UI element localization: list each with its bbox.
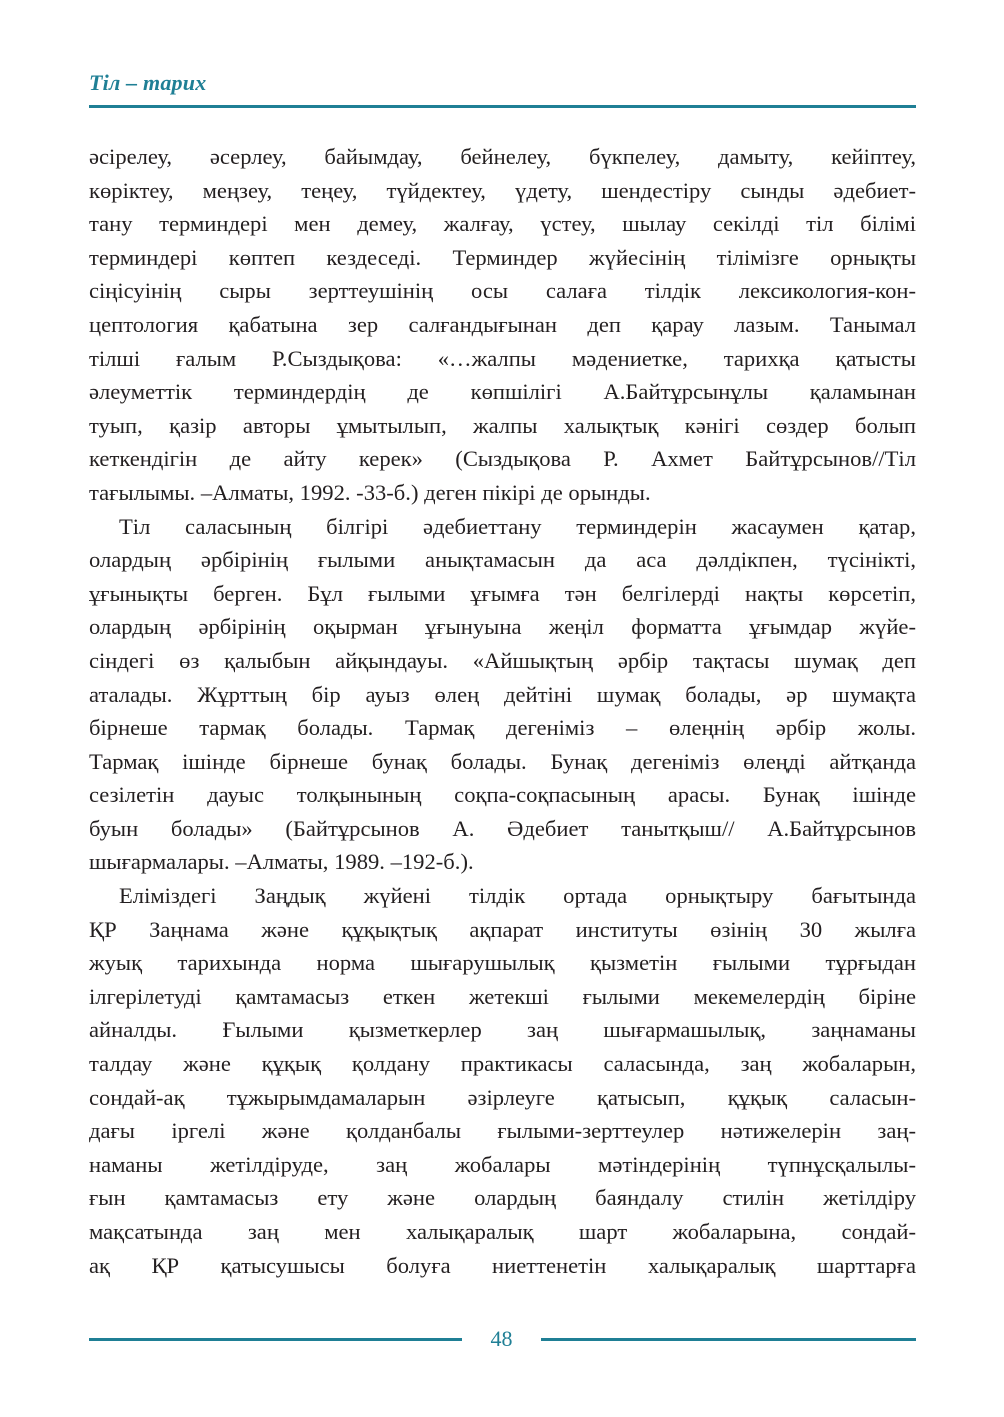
footer-divider-left <box>89 1338 462 1341</box>
text-line: аталады. Жұрттың бір ауыз өлең дейтіні шумақ болады, әр шумақта <box>89 681 916 707</box>
paragraph <box>89 510 916 880</box>
text-line: кеткендігін де айту керек» (Сыздықова Р. Ахмет Байтұрсынов//Тіл <box>89 446 916 472</box>
text-line: Тіл саласының білгірі әдебиеттану терминдерін жасаумен қатар, <box>119 513 916 539</box>
text-line: көріктеу, меңзеу, теңеу, түйдектеу, үдету, шендестіру сынды әдебиет- <box>89 177 916 203</box>
text-line: цептология қабатына зер салғандығынан деп қарау лазым. Танымал <box>89 311 916 337</box>
text-line: тану терминдері мен демеу, жалғау, үстеу, шылау секілді тіл білімі <box>89 211 916 237</box>
body-text <box>89 140 916 1282</box>
running-title: Тіл – тарих <box>89 70 207 95</box>
text-line: тағылымы. –Алматы, 1992. -33-б.) деген пікірі де орынды. <box>89 479 651 505</box>
text-line: айналды. Ғылыми қызметкерлер заң шығармашылық, заңнаманы <box>89 1017 916 1043</box>
text-line: наманы жетілдіруде, заң жобалары мәтіндерінің түпнұсқалылы- <box>89 1151 916 1177</box>
text-line: әсірелеу, әсерлеу, байымдау, бейнелеу, бүкпелеу, дамыту, кейіптеу, <box>89 144 916 169</box>
text-line: сезілетін дауыс толқынының соқпа-соқпасының арасы. Бунақ ішінде <box>89 782 916 808</box>
paragraph <box>89 140 916 510</box>
footer-divider-right <box>541 1338 916 1341</box>
text-line: ілгерілетуді қамтамасыз еткен жетекші ғылыми мекемелердің біріне <box>89 983 916 1009</box>
text-line: ұғынықты берген. Бұл ғылыми ұғымға тән белгілерді нақты көрсетіп, <box>89 580 916 606</box>
text-line: туып, қазір авторы ұмытылып, жалпы халықтық кәнігі сөздер болып <box>89 412 916 438</box>
text-line: мақсатында заң мен халықаралық шарт жобаларына, сондай- <box>89 1219 916 1244</box>
header-divider <box>89 105 916 108</box>
paragraph <box>89 879 916 1282</box>
text-line: дағы іргелі және қолданбалы ғылыми-зерттеулер нәтижелерін заң- <box>89 1118 916 1144</box>
text-line: талдау және құқық қолдану практикасы саласында, заң жобаларын, <box>89 1051 916 1077</box>
text-line: шығармалары. –Алматы, 1989. –192-б.). <box>89 849 474 875</box>
text-line: ғын қамтамасыз ету және олардың баяндалу стилін жетілдіру <box>89 1185 916 1211</box>
text-line: әлеуметтік терминдердің де көпшілігі А.Байтұрсынұлы қаламынан <box>89 379 916 405</box>
text-line: сіңісуінің сыры зерттеушінің осы салаға тілдік лексикология-кон- <box>89 278 916 304</box>
text-line: терминдері көптеп кездеседі. Терминдер жүйесінің тілімізге орнықты <box>89 244 916 270</box>
text-line: сондай-ақ тұжырымдамаларын әзірлеуге қатысып, құқық саласын- <box>89 1084 916 1110</box>
text-line: бірнеше тармақ болады. Тармақ дегеніміз – өлеңнің әрбір жолы. <box>89 715 916 741</box>
text-line: олардың әрбірінің ғылыми анықтамасын да аса дәлдікпен, түсінікті, <box>89 547 916 573</box>
text-line: жуық тарихында норма шығарушылық қызметін ғылыми тұрғыдан <box>89 950 916 976</box>
text-line: Еліміздегі Заңдық жүйені тілдік ортада орнықтыру бағытында <box>119 883 916 909</box>
text-line: олардың әрбірінің оқырман ұғынуына жеңіл форматта ұғымдар жүйе- <box>89 614 916 640</box>
text-line: ақ ҚР қатысушысы болуға ниеттенетін халықаралық шарттарға <box>89 1252 916 1278</box>
text-line: ҚР Заңнама және құқықтық ақпарат институты өзінің 30 жылға <box>89 916 916 942</box>
text-line: сіндегі өз қалыбын айқындауы. «Айшықтың әрбір тақтасы шумақ деп <box>89 647 916 673</box>
text-line: Тармақ ішінде бірнеше бунақ болады. Бунақ дегеніміз өлеңді айтқанда <box>89 748 916 774</box>
text-line: тілші ғалым Р.Сыздықова: «…жалпы мәдениетке, тарихқа қатысты <box>89 345 916 371</box>
text-line: буын болады» (Байтұрсынов А. Әдебиет танытқыш// А.Байтұрсынов <box>89 815 916 841</box>
page-number: 48 <box>490 1326 513 1351</box>
